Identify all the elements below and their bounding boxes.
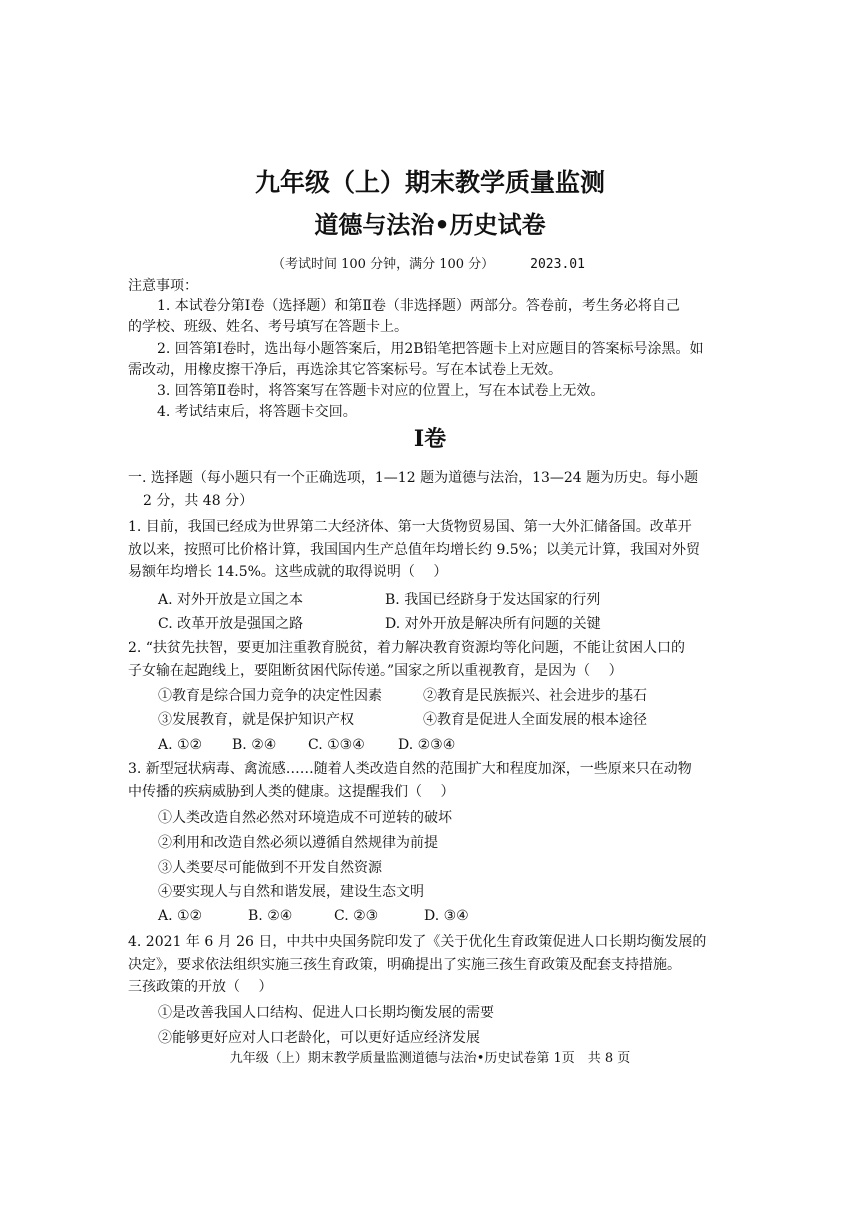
page-footer: 九年级（上）期末教学质量监测道德与法治•历史试卷第 1页 共 8 页 xyxy=(229,1051,631,1066)
answer-option: B. ②④ xyxy=(248,908,293,924)
statement: ④教育是促进人全面发展的根本途径 xyxy=(423,712,647,728)
answer-option: D. 对外开放是解决所有问题的关键 xyxy=(385,616,601,632)
notes-line: 1. 本试卷分第Ⅰ卷（选择题）和第Ⅱ卷（非选择题）两部分。答卷前，考生务必将自己 xyxy=(157,298,680,314)
answer-option: A. ①② xyxy=(158,737,203,753)
statement: ③人类要尽可能做到不开发自然资源 xyxy=(158,860,382,876)
notes-line: 4. 考试结束后，将答题卡交回。 xyxy=(157,404,357,420)
exam-title: 九年级（上）期末教学质量监测 xyxy=(254,168,605,197)
answer-option: A. ①② xyxy=(158,908,203,924)
notes-line: 需改动，用橡皮擦干净后，再选涂其它答案标号。写在本试卷上无效。 xyxy=(128,362,562,378)
answer-option: C. ②③ xyxy=(334,908,379,924)
answer-option: B. 我国已经跻身于发达国家的行列 xyxy=(385,592,601,608)
statement: ①教育是综合国力竞争的决定性因素 xyxy=(158,688,382,704)
answer-option: D. ③④ xyxy=(424,908,469,924)
statement: ②教育是民族振兴、社会进步的基石 xyxy=(423,688,647,704)
statement: ④要实现人与自然和谐发展，建设生态文明 xyxy=(158,884,424,900)
notes-line: 2. 回答第Ⅰ卷时，选出每小题答案后，用2B铅笔把答题卡上对应题目的答案标号涂黑。如 xyxy=(157,341,704,357)
answer-option: D. ②③④ xyxy=(398,737,456,753)
notes-line: 3. 回答第Ⅱ卷时，将答案写在答题卡对应的位置上，写在本试卷上无效。 xyxy=(157,383,605,399)
statement: ②利用和改造自然必须以遵循自然规律为前提 xyxy=(158,835,438,851)
exam-duration: （考试时间 100 分钟，满分 100 分） xyxy=(272,257,495,272)
part-instructions: 一. 选择题（每小题只有一个正确选项，1—12 题为道德与法治，13—24 题为历史。每小题 xyxy=(128,470,699,486)
question-text: 决定》，要求依法组织实施三孩生育政策，明确提出了实施三孩生育政策及配套支持措施。 xyxy=(128,957,681,973)
question-text: 3. 新型冠状病毒、禽流感……随着人类改造自然的范围扩大和程度加深，一些原来只在动物 xyxy=(128,761,692,777)
question-text: 2. “扶贫先扶智，要更加注重教育脱贫，着力解决教育资源均等化问题，不能让贫困人口的 xyxy=(128,640,685,656)
question-text: 1. 目前，我国已经成为世界第二大经济体、第一大货物贸易国、第一大外汇储备国。改革开 xyxy=(128,519,692,535)
section-title: Ⅰ卷 xyxy=(413,426,447,452)
question-text: 中传播的疾病威胁到人类的健康。这提醒我们（ ） xyxy=(128,784,455,800)
question-text: 子女输在起跑线上，要阻断贫困代际传递。”国家之所以重视教育，是因为（ ） xyxy=(128,663,623,679)
answer-option: C. 改革开放是强国之路 xyxy=(158,616,304,632)
exam-date: 2023.01 xyxy=(530,257,585,272)
exam-info xyxy=(272,256,585,274)
notes-heading: 注意事项： xyxy=(128,278,198,294)
answer-option: B. ②④ xyxy=(232,737,277,753)
question-text: 三孩政策的开放（ ） xyxy=(128,979,273,995)
notes-line: 的学校、班级、姓名、考号填写在答题卡上。 xyxy=(128,319,408,335)
answer-option: C. ①③④ xyxy=(308,737,365,753)
statement: ②能够更好应对人口老龄化，可以更好适应经济发展 xyxy=(158,1030,480,1046)
question-text: 易额年均增长 14.5%。这些成就的取得说明（ ） xyxy=(128,564,448,580)
exam-subject: 道德与法治•历史试卷 xyxy=(314,211,546,239)
part-instructions: 2 分，共 48 分） xyxy=(143,493,254,509)
statement: ①人类改造自然必然对环境造成不可逆转的破坏 xyxy=(158,810,452,826)
statement: ③发展教育，就是保护知识产权 xyxy=(158,712,354,728)
answer-option: A. 对外开放是立国之本 xyxy=(158,592,304,608)
question-text: 4. 2021 年 6 月 26 日，中共中央国务院印发了《关于优化生育政策促进人口长期均衡发展的 xyxy=(128,934,707,950)
question-text: 放以来，按照可比价格计算，我国国内生产总值年均增长约 9.5%；以美元计算，我国对外贸 xyxy=(128,542,701,558)
statement: ①是改善我国人口结构、促进人口长期均衡发展的需要 xyxy=(158,1005,494,1021)
